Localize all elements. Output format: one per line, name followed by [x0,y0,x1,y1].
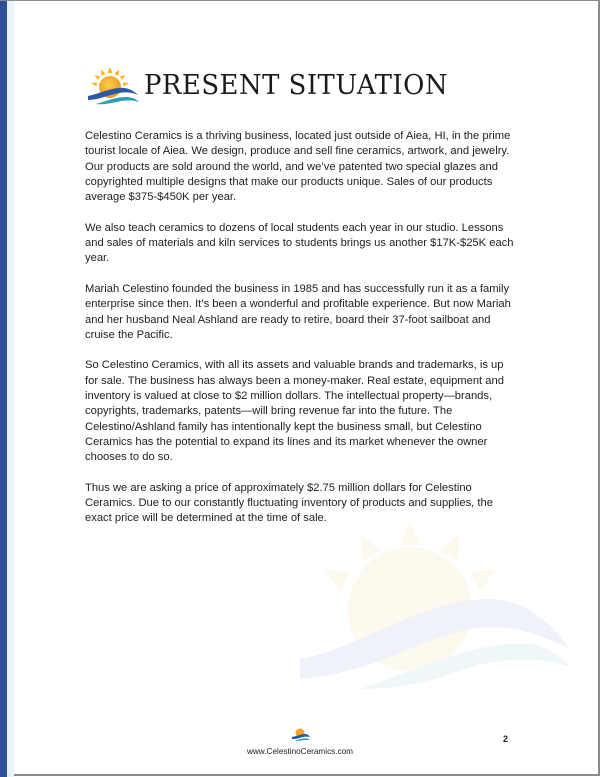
body-text [85,129,517,542]
page-title: PRESENT SITUATION [144,69,449,101]
paragraph-price: Thus we are asking a price of approximately $2.75 million dollars for Celestino Ceramics. Due to our constantly fluctuating inventory of products and supplies, the exact price will be determined at the time of sale. [85,481,493,525]
left-edge-bar [0,1,7,777]
page-number: 2 [503,734,509,744]
paragraph-history: Mariah Celestino founded the business in 1985 and has successfully run it as a family enterprise since then. It’s been a wonderful and profitable experience. But now Mariah and her husband Neal Ashland are ready to retire, board their 37-foot sailboat and cruise the Pacific. [85,282,511,341]
section-header [86,65,461,105]
footer-website-link[interactable]: www.CelestinoCeramics.com [246,747,353,756]
left-edge-stripe [7,1,14,777]
paragraph-teaching: We also teach ceramics to dozens of local students each year in our studio. Lessons and sales of materials and kiln services to students brings us another $17K-$25K each year. [85,221,514,265]
paragraph-sale: So Celestino Ceramics, with all its assets and valuable brands and trademarks, is up for sale. The business has always been a money-maker. Real estate, equipment and inventory is valued at close to $2 million dollars. The intellectual property—brands, copyrights, trademarks, patents—will bring revenue far into the future. The Celestino/Ashland family has intentionally kept the business small, but Celestino Ceramics has the potential to expand its lines and its market whenever the owner chooses to do so. [85,359,504,464]
paragraph-overview: Celestino Ceramics is a thriving business, located just outside of Aiea, HI, in the prime tourist locale of Aiea. We design, produce and sell fine ceramics, artwork, and jewelry. Our products are sold around the world, and we’ve patented two special glazes and copyrighted multiple designs that make our products unique. Sales of our products average $375-$450K per year. [85,130,511,204]
footer-logo-icon [292,727,310,741]
sun-over-waves-logo-icon [86,65,140,105]
